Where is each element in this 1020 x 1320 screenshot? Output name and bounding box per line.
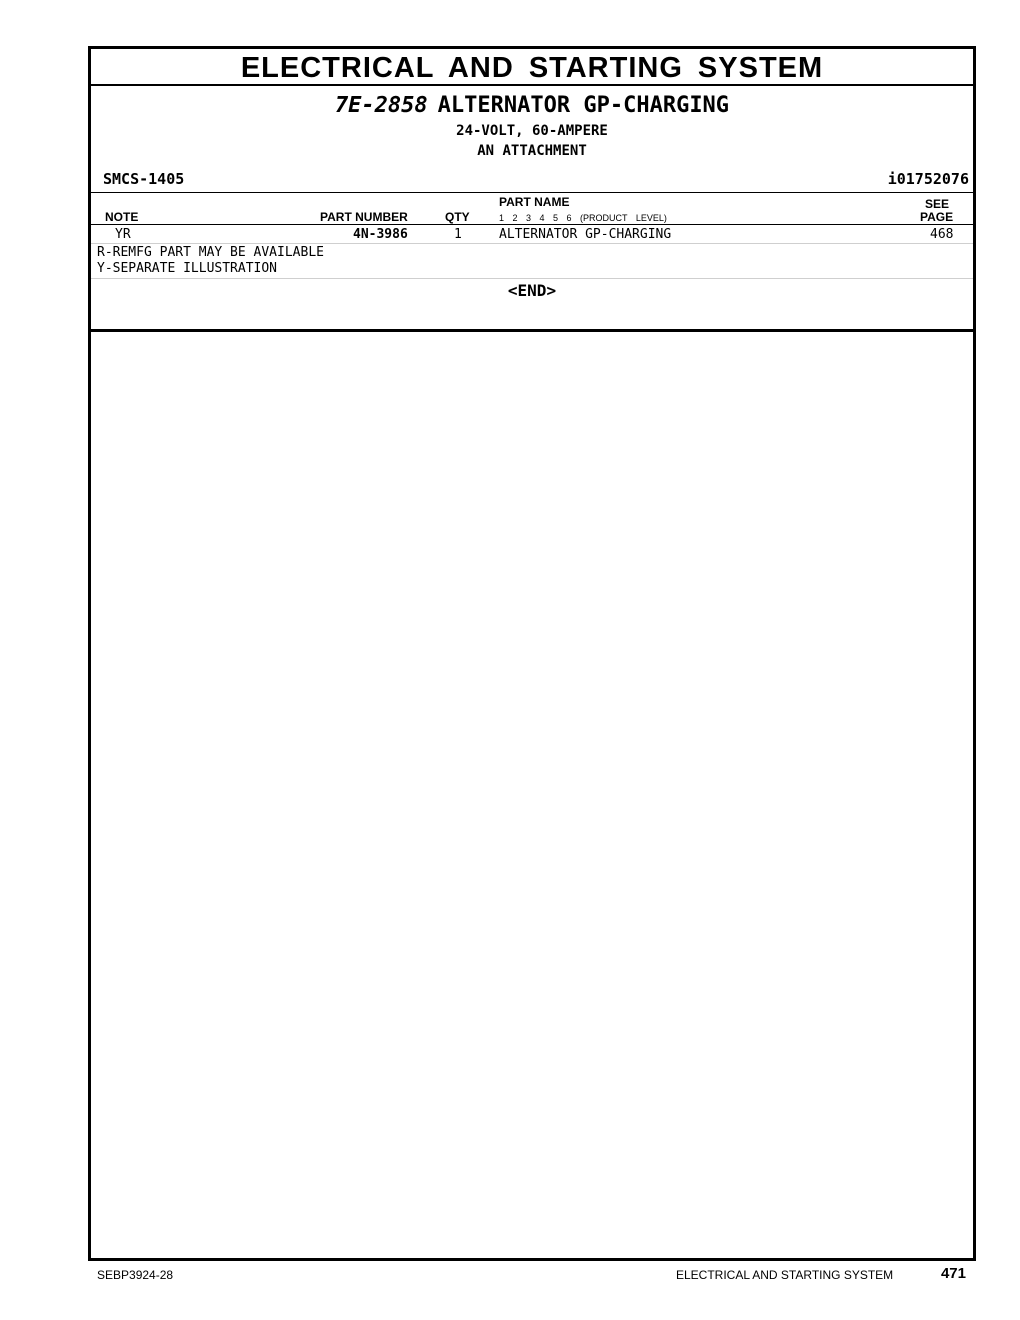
spec-line-2: AN ATTACHMENT: [477, 143, 587, 159]
footer-doc-code: SEBP3924-28: [97, 1268, 174, 1282]
row-qty: 1: [454, 227, 462, 242]
note-line-r: R-REMFG PART MAY BE AVAILABLE: [97, 245, 324, 260]
row-rule: [91, 243, 973, 244]
smcs-code: SMCS-1405: [103, 170, 185, 188]
notes-rule: [91, 278, 973, 279]
header-page: PAGE: [920, 210, 954, 224]
row-part-name: ALTERNATOR GP-CHARGING: [499, 227, 672, 242]
group-number: 7E-2858: [334, 93, 428, 118]
group-title: [91, 93, 973, 118]
section-title: ELECTRICAL AND STARTING SYSTEM: [91, 49, 973, 86]
header-see: SEE: [925, 197, 950, 211]
section-bottom-rule: [91, 329, 973, 332]
row-see-page: 468: [930, 227, 954, 242]
header-qty: QTY: [445, 210, 470, 224]
group-name: ALTERNATOR GP-CHARGING: [437, 93, 730, 118]
parts-page-frame: [88, 46, 976, 1261]
header-product-levels: 1 2 3 4 5 6 (PRODUCT LEVEL): [499, 213, 667, 223]
header-part-name: PART NAME: [499, 195, 570, 209]
page-number: 471: [940, 1265, 966, 1282]
header-rule: [91, 224, 973, 225]
illustration-id: i01752076: [887, 170, 969, 188]
header-note: NOTE: [105, 210, 139, 224]
header-part-number: PART NUMBER: [320, 210, 408, 224]
row-note: YR: [115, 227, 131, 242]
note-line-y: Y-SEPARATE ILLUSTRATION: [97, 261, 278, 276]
table-top-rule: [91, 192, 973, 193]
spec-line-1: 24-VOLT, 60-AMPERE: [456, 123, 608, 139]
footer-section: ELECTRICAL AND STARTING SYSTEM: [676, 1268, 894, 1282]
end-marker: <END>: [507, 281, 557, 300]
row-part-number: 4N-3986: [353, 227, 408, 242]
